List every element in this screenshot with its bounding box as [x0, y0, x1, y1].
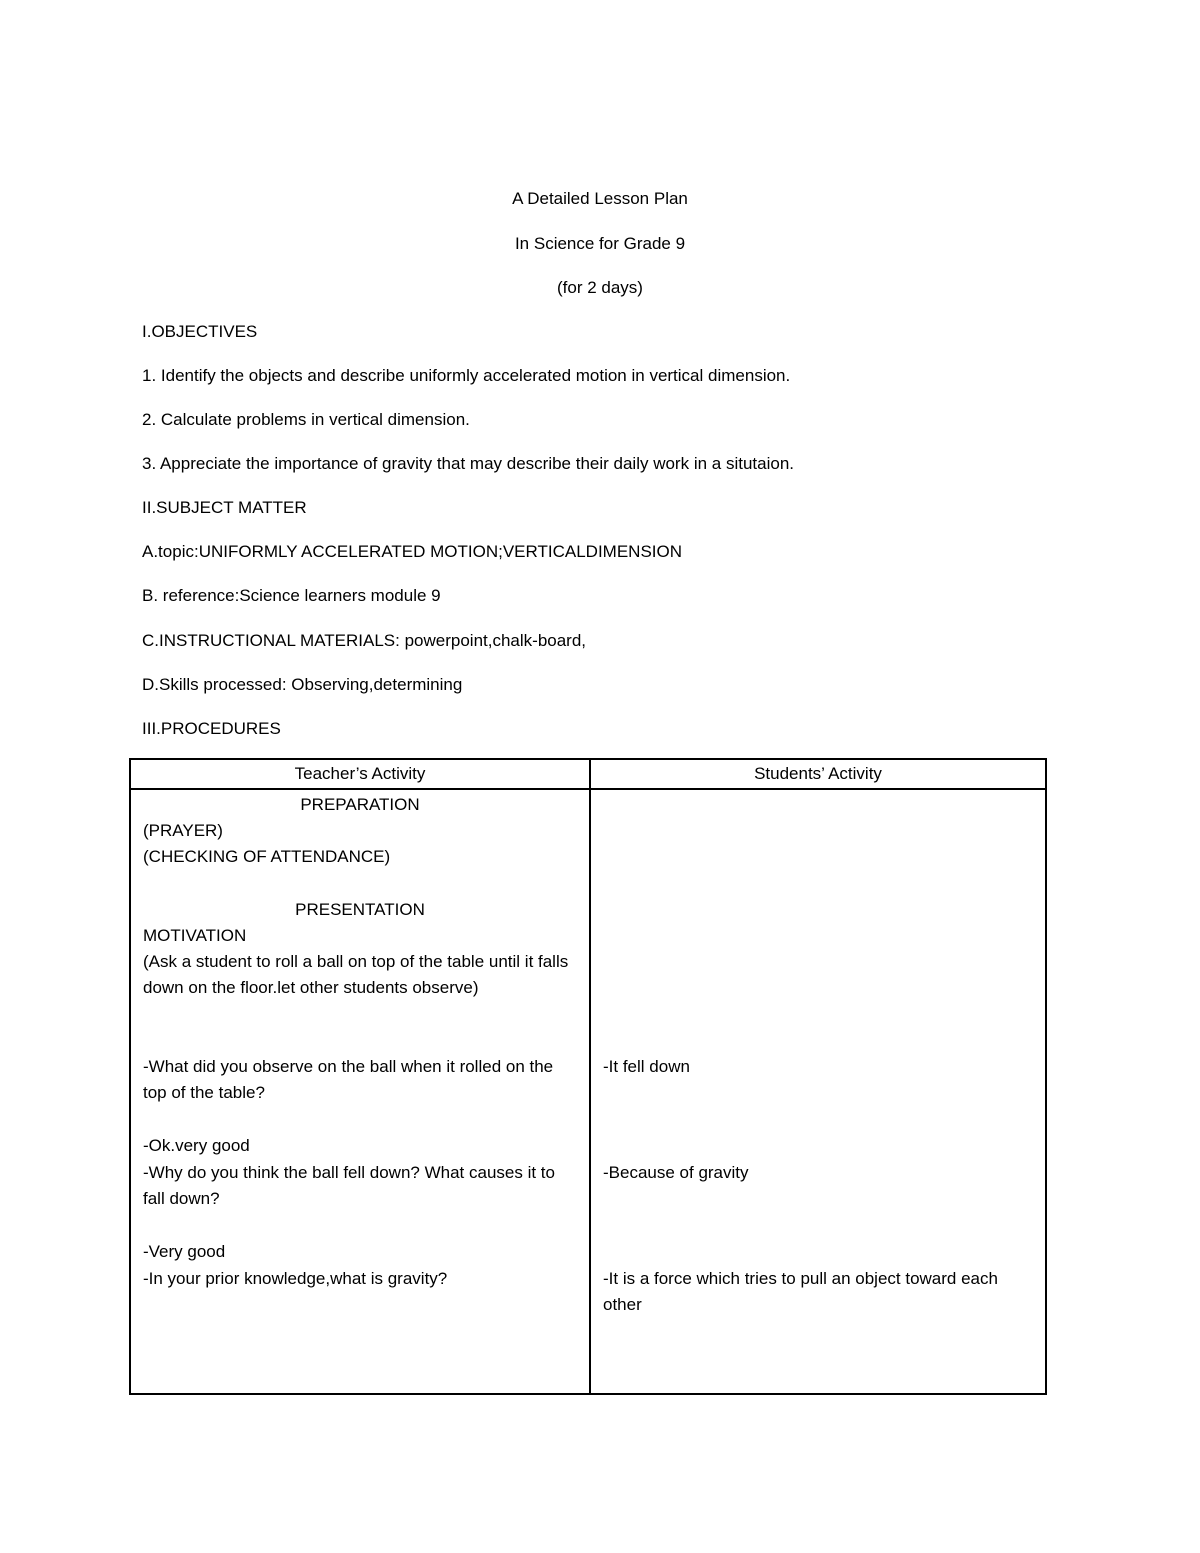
- teacher-activity-header: Teacher’s Activity: [130, 759, 590, 789]
- student-answer-2: -Because of gravity: [603, 1163, 749, 1182]
- teacher-question-3: -In your prior knowledge,what is gravity?: [143, 1269, 448, 1288]
- subject-topic: A.topic:UNIFORMLY ACCELERATED MOTION;VERTICALDIMENSION: [142, 542, 683, 561]
- motivation-instruction: (Ask a student to roll a ball on top of the table until it falls down on the floor.let other students observe): [143, 952, 569, 997]
- preparation-label: PREPARATION: [300, 795, 420, 814]
- prayer-label: (PRAYER): [143, 821, 223, 840]
- subject-skills: D.Skills processed: Observing,determining: [142, 675, 463, 694]
- teacher-activity-cell: [130, 789, 590, 1394]
- procedures-heading: III.PROCEDURES: [142, 719, 281, 738]
- objectives-heading: I.OBJECTIVES: [142, 322, 258, 341]
- subject-materials: C.INSTRUCTIONAL MATERIALS: powerpoint,chalk-board,: [142, 631, 587, 650]
- table-header-row: [130, 759, 1046, 789]
- objective-item-1: 1. Identify the objects and describe uniformly accelerated motion in vertical dimension.: [142, 366, 791, 385]
- students-activity-cell: [590, 789, 1046, 1394]
- teacher-question-1: -What did you observe on the ball when it rolled on the top of the table?: [143, 1057, 554, 1102]
- subject-reference: B. reference:Science learners module 9: [142, 586, 441, 605]
- student-answer-1: -It fell down: [603, 1057, 690, 1076]
- student-answer-3: -It is a force which tries to pull an object toward each other: [603, 1269, 998, 1314]
- document-subtitle: In Science for Grade 9: [514, 234, 686, 253]
- document-title: A Detailed Lesson Plan: [512, 189, 688, 208]
- objective-item-3: 3. Appreciate the importance of gravity that may describe their daily work in a situtaion.: [142, 454, 794, 473]
- motivation-label: MOTIVATION: [143, 926, 247, 945]
- subject-matter-heading: II.SUBJECT MATTER: [142, 498, 307, 517]
- teacher-feedback-2: -Very good: [143, 1242, 226, 1261]
- students-activity-header: Students’ Activity: [590, 759, 1046, 789]
- objective-item-2: 2. Calculate problems in vertical dimension.: [142, 410, 470, 429]
- table-body-row: [130, 789, 1046, 1394]
- document-duration: (for 2 days): [557, 278, 643, 297]
- procedures-table: [129, 758, 1047, 1395]
- teacher-question-2: -Why do you think the ball fell down? What causes it to fall down?: [143, 1163, 555, 1208]
- teacher-feedback-1: -Ok.very good: [143, 1136, 250, 1155]
- attendance-label: (CHECKING OF ATTENDANCE): [143, 847, 391, 866]
- presentation-label: PRESENTATION: [295, 900, 425, 919]
